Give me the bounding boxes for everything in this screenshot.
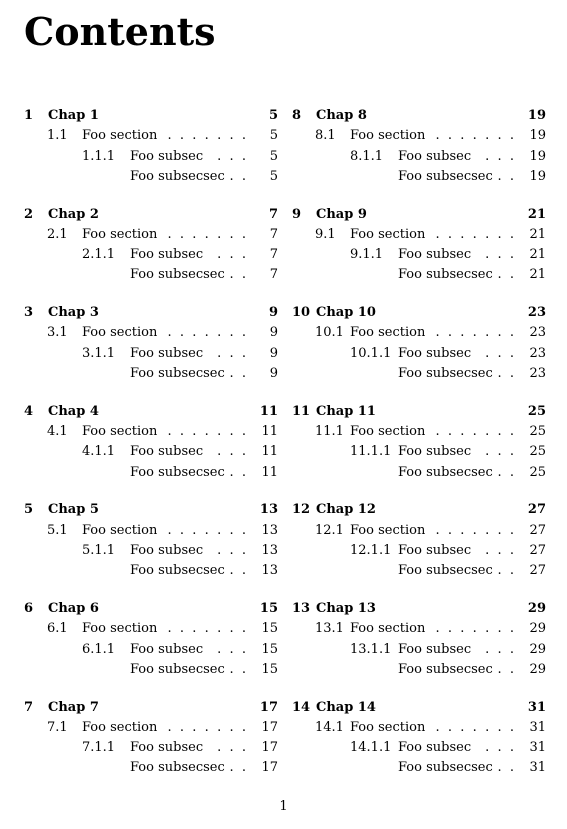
subsection-number: 11.1.1	[350, 444, 392, 460]
subsubsection-title: Foo subsecsec	[130, 366, 225, 382]
toc-section-row[interactable]	[292, 422, 546, 442]
leader-dots: . . .	[217, 740, 246, 756]
subsubsection-title: Foo subsecsec	[130, 168, 225, 184]
subsection-number: 13.1.1	[350, 641, 392, 657]
leader-dots: . .	[497, 563, 514, 579]
subsection-page: 21	[529, 247, 546, 263]
leader-dots: . .	[229, 366, 246, 382]
leader-dots: . . .	[217, 641, 246, 657]
leader-dots: . .	[229, 464, 246, 480]
section-number: 13.1	[315, 621, 344, 637]
section-title: Foo section	[82, 719, 158, 735]
subsubsection-page: 31	[529, 760, 546, 776]
subsubsection-page: 5	[269, 168, 278, 184]
chapter-number: 6	[24, 600, 34, 616]
subsection-title: Foo subsec	[130, 247, 204, 263]
section-title: Foo section	[350, 226, 426, 242]
chapter-title: Chap 9	[316, 206, 367, 222]
leader-dots: . . .	[485, 641, 514, 657]
subsection-number: 8.1.1	[350, 148, 384, 164]
toc-section-row[interactable]	[24, 521, 278, 541]
toc-chapter-row[interactable]	[292, 205, 546, 225]
leader-dots: . . . . . . .	[167, 424, 246, 440]
subsubsection-title: Foo subsecsec	[130, 267, 225, 283]
subsection-page: 15	[261, 641, 278, 657]
toc-subsubsection-row[interactable]	[24, 167, 278, 187]
chapter-title: Chap 13	[316, 600, 376, 616]
chapter-page: 29	[527, 600, 546, 616]
subsubsection-page: 17	[261, 760, 278, 776]
toc-subsubsection-row[interactable]	[292, 364, 546, 384]
leader-dots: . . .	[217, 345, 246, 361]
chapter-page: 5	[268, 108, 278, 123]
toc-chapter-row[interactable]	[24, 599, 278, 619]
subsection-number: 6.1.1	[82, 641, 116, 657]
chapter-page: 19	[527, 108, 546, 123]
leader-dots: . .	[229, 661, 246, 677]
chapter-title: Chap 3	[48, 305, 99, 321]
chapter-number: 10	[292, 305, 311, 321]
section-page: 21	[529, 226, 546, 242]
section-number: 12.1	[315, 522, 344, 538]
section-page: 15	[261, 621, 278, 637]
subsection-title: Foo subsec	[130, 740, 204, 756]
subsection-number: 7.1.1	[82, 740, 116, 756]
section-title: Foo section	[82, 128, 158, 144]
subsubsection-page: 21	[529, 267, 546, 283]
toc-chapter-row[interactable]	[24, 303, 278, 323]
leader-dots: . .	[229, 760, 246, 776]
chapter-page: 7	[268, 206, 278, 222]
subsubsection-title: Foo subsecsec	[398, 267, 493, 283]
leader-dots: . .	[497, 661, 514, 677]
toc-subsubsection-row[interactable]	[24, 561, 278, 581]
toc-column-right	[292, 106, 546, 796]
toc-subsection-row[interactable]	[24, 442, 278, 462]
toc-chapter-entry	[24, 303, 278, 402]
chapter-number: 12	[292, 502, 311, 518]
subsection-page: 29	[529, 641, 546, 657]
toc-chapter-row[interactable]	[292, 303, 546, 323]
chapter-number: 7	[24, 699, 34, 715]
leader-dots: . . . . . . .	[435, 621, 514, 637]
chapter-number: 1	[24, 108, 34, 123]
chapter-page: 31	[527, 699, 546, 715]
toc-chapter-entry	[24, 599, 278, 698]
section-page: 31	[529, 719, 546, 735]
leader-dots: . .	[229, 563, 246, 579]
toc-subsubsection-row[interactable]	[24, 265, 278, 285]
toc-subsection-row[interactable]	[292, 442, 546, 462]
toc-subsubsection-row[interactable]	[292, 265, 546, 285]
leader-dots: . . .	[485, 444, 514, 460]
toc-subsubsection-row[interactable]	[24, 364, 278, 384]
section-number: 7.1	[47, 719, 68, 735]
toc-subsubsection-row[interactable]	[292, 758, 546, 778]
toc-subsection-row[interactable]	[292, 738, 546, 758]
subsection-number: 14.1.1	[350, 740, 392, 756]
subsection-page: 9	[269, 345, 278, 361]
leader-dots: . . . . . . .	[435, 522, 514, 538]
toc-subsection-row[interactable]	[24, 147, 278, 167]
leader-dots: . . .	[485, 148, 514, 164]
subsubsection-title: Foo subsecsec	[398, 661, 493, 677]
subsection-title: Foo subsec	[398, 444, 472, 460]
toc-chapter-entry	[24, 402, 278, 501]
toc-subsubsection-row[interactable]	[292, 167, 546, 187]
subsection-page: 11	[261, 444, 278, 460]
subsubsection-page: 29	[529, 661, 546, 677]
section-number: 6.1	[47, 621, 68, 637]
leader-dots: . . .	[217, 247, 246, 263]
subsection-title: Foo subsec	[398, 740, 472, 756]
toc-subsection-row[interactable]	[24, 640, 278, 660]
toc-chapter-entry	[292, 500, 546, 599]
leader-dots: . .	[229, 267, 246, 283]
leader-dots: . . .	[217, 444, 246, 460]
toc-chapter-row[interactable]	[292, 402, 546, 422]
subsection-number: 10.1.1	[350, 345, 392, 361]
subsubsection-title: Foo subsecsec	[130, 760, 225, 776]
toc-column-left	[24, 106, 278, 796]
subsection-title: Foo subsec	[398, 148, 472, 164]
subsubsection-title: Foo subsecsec	[130, 661, 225, 677]
chapter-number: 4	[24, 403, 34, 419]
subsection-page: 19	[529, 148, 546, 164]
leader-dots: . . . . . . .	[435, 325, 514, 341]
section-title: Foo section	[350, 522, 426, 538]
chapter-number: 8	[292, 108, 302, 123]
subsection-page: 13	[261, 542, 278, 558]
section-page: 19	[529, 128, 546, 144]
leader-dots: . . .	[217, 148, 246, 164]
toc-chapter-entry	[292, 303, 546, 402]
subsection-number: 4.1.1	[82, 444, 116, 460]
toc-subsubsection-row[interactable]	[24, 660, 278, 680]
section-page: 13	[261, 522, 278, 538]
toc-section-row[interactable]	[24, 422, 278, 442]
subsection-page: 17	[261, 740, 278, 756]
subsubsection-page: 11	[261, 464, 278, 480]
subsubsection-page: 7	[269, 267, 278, 283]
section-page: 27	[529, 522, 546, 538]
chapter-title: Chap 5	[48, 502, 99, 518]
toc-chapter-row[interactable]	[24, 402, 278, 422]
leader-dots: . . .	[485, 345, 514, 361]
subsubsection-title: Foo subsecsec	[130, 464, 225, 480]
leader-dots: . . . . . . .	[167, 226, 246, 242]
chapter-title: Chap 6	[48, 600, 99, 616]
chapter-page: 17	[259, 699, 278, 715]
leader-dots: . . . . . . .	[435, 424, 514, 440]
page-title: Contents	[24, 9, 216, 54]
toc-subsection-row[interactable]	[24, 245, 278, 265]
toc-subsection-row[interactable]	[292, 344, 546, 364]
chapter-number: 5	[24, 502, 34, 518]
subsection-title: Foo subsec	[130, 641, 204, 657]
toc-subsection-row[interactable]	[24, 541, 278, 561]
section-title: Foo section	[350, 621, 426, 637]
toc-section-row[interactable]	[292, 521, 546, 541]
subsubsection-page: 23	[529, 366, 546, 382]
chapter-number: 11	[292, 403, 311, 419]
chapter-title: Chap 4	[48, 403, 99, 419]
leader-dots: . . . . . . .	[167, 522, 246, 538]
subsection-number: 5.1.1	[82, 542, 116, 558]
page-number: 1	[279, 799, 288, 814]
toc-section-row[interactable]	[292, 718, 546, 738]
toc-section-row[interactable]	[24, 619, 278, 639]
chapter-title: Chap 7	[48, 699, 99, 715]
subsection-title: Foo subsec	[398, 641, 472, 657]
leader-dots: . . . . . . .	[167, 325, 246, 341]
toc-subsection-row[interactable]	[292, 147, 546, 167]
toc-chapter-entry	[24, 205, 278, 304]
section-number: 3.1	[47, 325, 68, 341]
toc-chapter-entry	[292, 698, 546, 797]
section-number: 14.1	[315, 719, 344, 735]
section-title: Foo section	[82, 325, 158, 341]
chapter-page: 15	[259, 600, 278, 616]
leader-dots: . . . . . . .	[435, 226, 514, 242]
section-number: 2.1	[47, 226, 68, 242]
subsubsection-page: 9	[269, 366, 278, 382]
section-title: Foo section	[82, 621, 158, 637]
section-page: 17	[261, 719, 278, 735]
leader-dots: . .	[497, 267, 514, 283]
chapter-page: 9	[268, 305, 278, 321]
subsection-page: 25	[529, 444, 546, 460]
subsection-title: Foo subsec	[398, 247, 472, 263]
toc-section-row[interactable]	[292, 323, 546, 343]
toc-section-row[interactable]	[24, 718, 278, 738]
toc-chapter-entry	[24, 698, 278, 797]
subsection-title: Foo subsec	[130, 542, 204, 558]
section-title: Foo section	[350, 325, 426, 341]
leader-dots: . .	[229, 168, 246, 184]
toc-subsection-row[interactable]	[24, 344, 278, 364]
subsubsection-title: Foo subsecsec	[398, 464, 493, 480]
chapter-number: 2	[24, 206, 34, 222]
toc-chapter-entry	[292, 205, 546, 304]
leader-dots: . . .	[485, 740, 514, 756]
chapter-title: Chap 8	[316, 108, 367, 123]
toc-section-row[interactable]	[292, 619, 546, 639]
subsubsection-title: Foo subsecsec	[398, 366, 493, 382]
toc-subsection-row[interactable]	[292, 640, 546, 660]
leader-dots: . .	[497, 366, 514, 382]
toc-section-row[interactable]	[292, 126, 546, 146]
subsection-number: 12.1.1	[350, 542, 392, 558]
toc-subsection-row[interactable]	[24, 738, 278, 758]
section-page: 29	[529, 621, 546, 637]
toc-chapter-entry	[24, 106, 278, 205]
section-number: 8.1	[315, 128, 336, 144]
section-title: Foo section	[350, 128, 426, 144]
chapter-title: Chap 11	[316, 403, 376, 419]
toc-chapter-row[interactable]	[292, 106, 546, 126]
toc-chapter-row[interactable]	[292, 698, 546, 718]
toc-subsubsection-row[interactable]	[292, 561, 546, 581]
toc-chapter-row[interactable]	[24, 698, 278, 718]
toc-chapter-entry	[292, 599, 546, 698]
toc-section-row[interactable]	[24, 126, 278, 146]
toc-subsection-row[interactable]	[292, 541, 546, 561]
section-number: 11.1	[315, 424, 344, 440]
toc-chapter-row[interactable]	[24, 205, 278, 225]
subsection-title: Foo subsec	[398, 542, 472, 558]
subsection-title: Foo subsec	[398, 345, 472, 361]
leader-dots: . .	[497, 168, 514, 184]
toc-subsubsection-row[interactable]	[292, 463, 546, 483]
subsubsection-title: Foo subsecsec	[398, 168, 493, 184]
subsection-number: 9.1.1	[350, 247, 384, 263]
subsection-title: Foo subsec	[130, 345, 204, 361]
toc-chapter-row[interactable]	[24, 106, 278, 126]
subsubsection-title: Foo subsecsec	[398, 760, 493, 776]
chapter-number: 9	[292, 206, 302, 222]
subsection-title: Foo subsec	[130, 444, 204, 460]
section-title: Foo section	[350, 719, 426, 735]
section-page: 11	[261, 424, 278, 440]
chapter-page: 13	[259, 502, 278, 518]
subsection-title: Foo subsec	[130, 148, 204, 164]
section-title: Foo section	[82, 424, 158, 440]
subsection-page: 31	[529, 740, 546, 756]
leader-dots: . .	[497, 760, 514, 776]
section-page: 5	[269, 128, 278, 144]
leader-dots: . . .	[485, 247, 514, 263]
leader-dots: . . . . . . .	[435, 719, 514, 735]
subsection-page: 7	[269, 247, 278, 263]
toc-chapter-row[interactable]	[292, 599, 546, 619]
section-number: 4.1	[47, 424, 68, 440]
toc-subsection-row[interactable]	[292, 245, 546, 265]
toc-subsubsection-row[interactable]	[24, 463, 278, 483]
subsection-number: 3.1.1	[82, 345, 116, 361]
chapter-number: 13	[292, 600, 311, 616]
subsubsection-page: 15	[261, 661, 278, 677]
leader-dots: . .	[497, 464, 514, 480]
subsubsection-page: 27	[529, 563, 546, 579]
subsection-number: 2.1.1	[82, 247, 116, 263]
chapter-number: 14	[292, 699, 311, 715]
chapter-title: Chap 12	[316, 502, 376, 518]
section-title: Foo section	[82, 522, 158, 538]
section-page: 23	[529, 325, 546, 341]
subsubsection-page: 19	[529, 168, 546, 184]
chapter-page: 27	[527, 502, 546, 518]
section-page: 7	[269, 226, 278, 242]
toc-section-row[interactable]	[292, 225, 546, 245]
subsection-page: 5	[269, 148, 278, 164]
leader-dots: . . . . . . .	[435, 128, 514, 144]
section-number: 10.1	[315, 325, 344, 341]
section-number: 1.1	[47, 128, 68, 144]
toc-chapter-row[interactable]	[24, 500, 278, 520]
section-number: 5.1	[47, 522, 68, 538]
chapter-title: Chap 1	[48, 108, 99, 123]
section-title: Foo section	[82, 226, 158, 242]
toc-chapter-entry	[292, 106, 546, 205]
leader-dots: . . . . . . .	[167, 128, 246, 144]
subsubsection-page: 25	[529, 464, 546, 480]
toc-subsubsection-row[interactable]	[24, 758, 278, 778]
leader-dots: . . .	[485, 542, 514, 558]
leader-dots: . . . . . . .	[167, 719, 246, 735]
leader-dots: . . .	[217, 542, 246, 558]
chapter-page: 23	[527, 305, 546, 321]
toc-chapter-row[interactable]	[292, 500, 546, 520]
subsubsection-page: 13	[261, 563, 278, 579]
toc-section-row[interactable]	[24, 323, 278, 343]
toc-section-row[interactable]	[24, 225, 278, 245]
chapter-title: Chap 2	[48, 206, 99, 222]
section-number: 9.1	[315, 226, 336, 242]
leader-dots: . . . . . . .	[167, 621, 246, 637]
toc-subsubsection-row[interactable]	[292, 660, 546, 680]
subsection-page: 27	[529, 542, 546, 558]
section-page: 25	[529, 424, 546, 440]
chapter-page: 11	[259, 403, 278, 419]
section-title: Foo section	[350, 424, 426, 440]
subsection-number: 1.1.1	[82, 148, 116, 164]
subsection-page: 23	[529, 345, 546, 361]
chapter-title: Chap 10	[316, 305, 376, 321]
chapter-title: Chap 14	[316, 699, 376, 715]
chapter-page: 25	[527, 403, 546, 419]
chapter-page: 21	[527, 206, 546, 222]
toc-chapter-entry	[292, 402, 546, 501]
toc-chapter-entry	[24, 500, 278, 599]
chapter-number: 3	[24, 305, 34, 321]
subsubsection-title: Foo subsecsec	[398, 563, 493, 579]
subsubsection-title: Foo subsecsec	[130, 563, 225, 579]
section-page: 9	[269, 325, 278, 341]
